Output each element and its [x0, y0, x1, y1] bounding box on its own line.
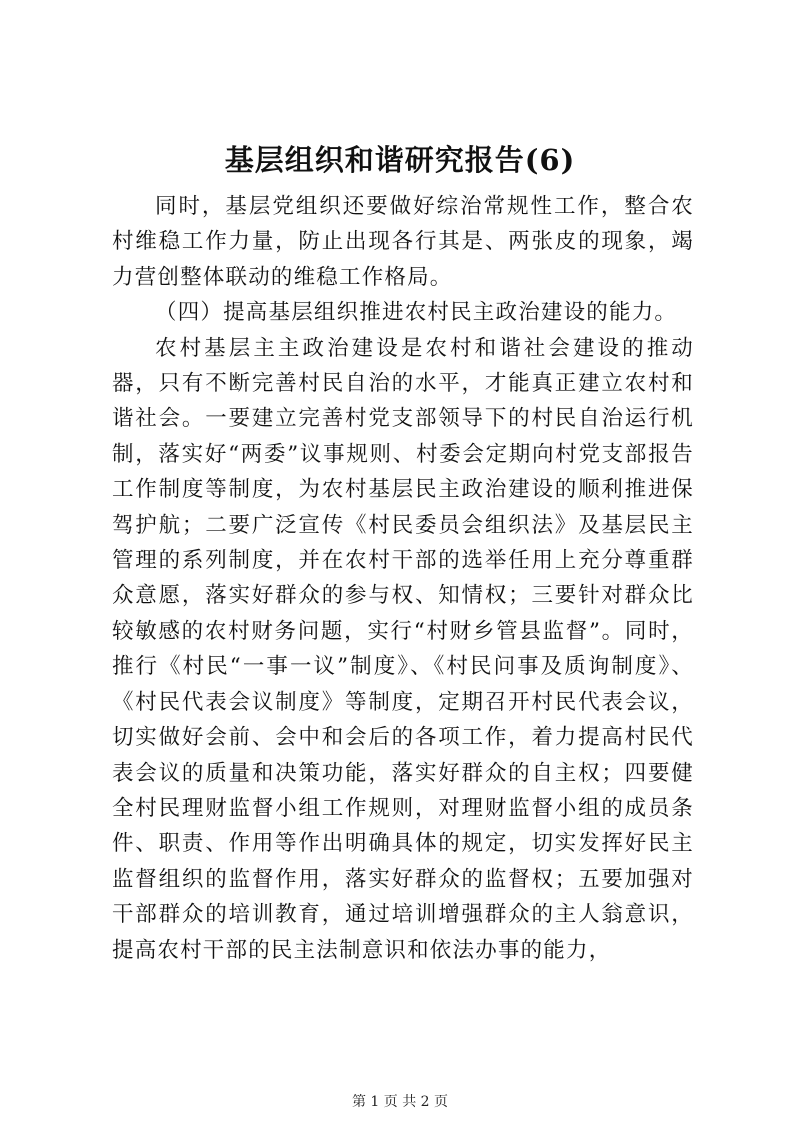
page-footer: 第 1 页 共 2 页 — [351, 1094, 449, 1110]
paragraph-1: 同时，基层党组织还要做好综治常规性工作，整合农村维稳工作力量，防止出现各行其是、两张皮的现象，竭力营创整体联动的维稳工作格局。 — [112, 194, 694, 290]
document-title: 基层组织和谐研究报告(6) — [224, 143, 576, 177]
document-body — [112, 189, 694, 968]
paragraph-3: 农村基层主主政治建设是农村和谐社会建设的推动器，只有不断完善村民自治的水平，才能真正建立农村和谐社会。一要建立完善村党支部领导下的村民自治运行机制，落实好“两委”议事规则、村委会定期向村党支部报告工作制度等制度，为农村基层民主政治建设的顺利推进保驾护航；二要广泛宣传《村民委员会组织法》及基层民主管理的系列制度，并在农村干部的选举任用上充分尊重群众意愿，落实好群众的参与权、知情权；三要针对群众比较敏感的农村财务问题，实行“村财乡管县监督”。同时，推行《村民“一事一议”制度》、《村民问事及质询制度》、《村民代表会议制度》等制度，定期召开村民代表会议，切实做好会前、会中和会后的各项工作，着力提高村民代表会议的质量和决策功能，落实好群众的自主权；四要健全村民理财监督小组工作规则，对理财监督小组的成员条件、职责、作用等作出明确具体的规定，切实发挥好民主监督组织的监督作用，落实好群众的监督权；五要加强对干部群众的培训教育，通过培训增强群众的主人翁意识，提高农村干部的民主法制意识和依法办事的能力， — [112, 335, 694, 963]
paragraph-2: （四）提高基层组织推进农村民主政治建设的能力。 — [155, 300, 678, 326]
